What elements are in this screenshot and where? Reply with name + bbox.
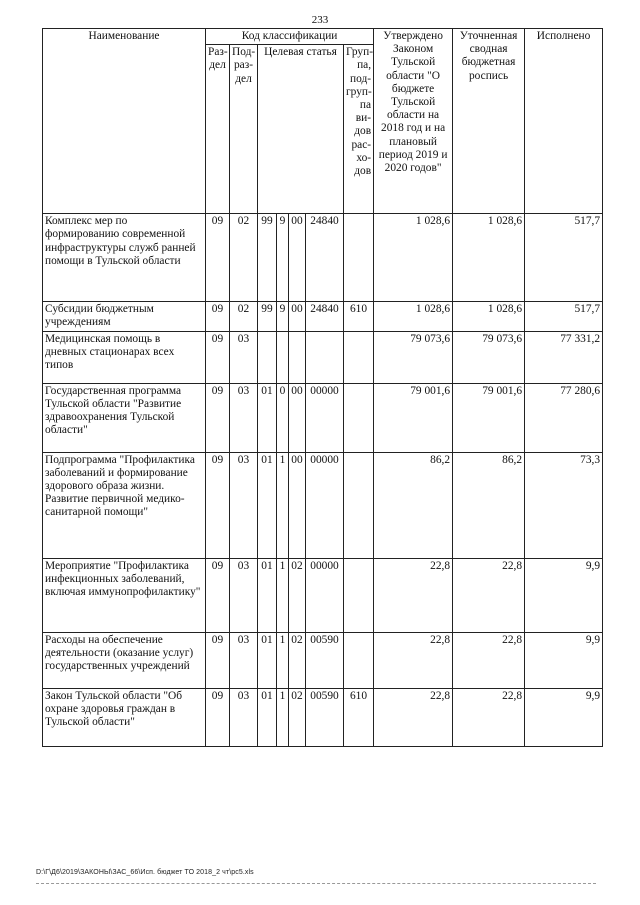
cell-cs2: 0 [277, 383, 289, 452]
cell-executed: 9,9 [525, 558, 603, 632]
cell-cs1 [258, 331, 277, 383]
cell-cs3: 02 [289, 688, 306, 746]
cell-approved: 79 001,6 [374, 383, 453, 452]
cell-approved: 22,8 [374, 688, 453, 746]
cell-podrazdel: 03 [230, 331, 258, 383]
cell-vr: 610 [344, 302, 374, 331]
cell-refined: 86,2 [453, 452, 525, 558]
cell-vr [344, 558, 374, 632]
cell-name: Расходы на обеспечение деятельности (оказание услуг) государственных учреждений [43, 632, 206, 688]
cell-name: Государственная программа Тульской области "Развитие здравоохранения Тульской области" [43, 383, 206, 452]
header-name: Наименование [43, 29, 206, 214]
table-row [43, 632, 603, 688]
header-executed: Исполнено [525, 29, 603, 214]
cell-cs3: 00 [289, 302, 306, 331]
header-expense-group: Груп-па, под-груп-па ви-дов рас-хо-дов [344, 45, 374, 214]
cell-cs1: 01 [258, 383, 277, 452]
table-row [43, 302, 603, 331]
cell-name: Субсидии бюджетным учреждениям [43, 302, 206, 331]
cell-cs2: 1 [277, 558, 289, 632]
cell-podrazdel: 03 [230, 558, 258, 632]
cell-cs4: 00000 [306, 383, 344, 452]
cell-approved: 1 028,6 [374, 214, 453, 302]
cell-refined: 79 001,6 [453, 383, 525, 452]
cell-cs1: 01 [258, 688, 277, 746]
cell-cs3: 00 [289, 383, 306, 452]
cell-approved: 79 073,6 [374, 331, 453, 383]
cell-podrazdel: 02 [230, 302, 258, 331]
cell-cs1: 99 [258, 214, 277, 302]
cell-cs3: 02 [289, 632, 306, 688]
table-row [43, 383, 603, 452]
cell-executed: 77 280,6 [525, 383, 603, 452]
cell-podrazdel: 03 [230, 688, 258, 746]
cell-cs4: 24840 [306, 214, 344, 302]
cell-razdel: 09 [206, 688, 230, 746]
cell-podrazdel: 03 [230, 452, 258, 558]
cell-cs2 [277, 331, 289, 383]
cell-razdel: 09 [206, 331, 230, 383]
footer-file-path: D:\Г\Д6\2019\ЗАКОНЫ\ЗАС_66\Исп. бюджет ТО 2018_2 чт\рс5.xls [36, 869, 254, 876]
cell-cs2: 9 [277, 214, 289, 302]
cell-cs2: 1 [277, 452, 289, 558]
cell-cs3: 02 [289, 558, 306, 632]
header-subsection: Под-раз-дел [230, 45, 258, 214]
cell-refined: 22,8 [453, 632, 525, 688]
cell-vr [344, 331, 374, 383]
cell-approved: 22,8 [374, 558, 453, 632]
cell-executed: 77 331,2 [525, 331, 603, 383]
cell-name: Медицинская помощь в дневных стационарах всех типов [43, 331, 206, 383]
cell-cs4: 24840 [306, 302, 344, 331]
table-row [43, 331, 603, 383]
cell-vr [344, 383, 374, 452]
cell-podrazdel: 03 [230, 383, 258, 452]
table-row [43, 452, 603, 558]
cell-cs1: 01 [258, 452, 277, 558]
cell-refined: 1 028,6 [453, 302, 525, 331]
cell-name: Комплекс мер по формированию современной инфраструктуры служб ранней помощи в Тульской области [43, 214, 206, 302]
cell-executed: 517,7 [525, 302, 603, 331]
cell-cs4 [306, 331, 344, 383]
cell-approved: 1 028,6 [374, 302, 453, 331]
cell-cs3 [289, 331, 306, 383]
cell-podrazdel: 03 [230, 632, 258, 688]
cell-approved: 22,8 [374, 632, 453, 688]
cell-refined: 1 028,6 [453, 214, 525, 302]
cell-razdel: 09 [206, 452, 230, 558]
header-refined: Уточненная сводная бюджетная роспись [453, 29, 525, 214]
header-code-group: Код классификации [206, 29, 374, 45]
table-body [43, 214, 603, 746]
cell-razdel: 09 [206, 302, 230, 331]
cell-cs2: 1 [277, 632, 289, 688]
cell-cs3: 00 [289, 214, 306, 302]
cell-approved: 86,2 [374, 452, 453, 558]
cell-razdel: 09 [206, 214, 230, 302]
cell-cs4: 00590 [306, 632, 344, 688]
table-row [43, 214, 603, 302]
cell-executed: 9,9 [525, 632, 603, 688]
cell-refined: 79 073,6 [453, 331, 525, 383]
cell-cs2: 1 [277, 688, 289, 746]
cell-razdel: 09 [206, 558, 230, 632]
table-row [43, 558, 603, 632]
cell-razdel: 09 [206, 632, 230, 688]
cell-vr [344, 452, 374, 558]
cell-cs1: 01 [258, 558, 277, 632]
cell-executed: 9,9 [525, 688, 603, 746]
page-number: 233 [311, 14, 329, 26]
cell-cs1: 99 [258, 302, 277, 331]
cell-vr [344, 632, 374, 688]
cell-cs4: 00000 [306, 452, 344, 558]
cell-cs3: 00 [289, 452, 306, 558]
cell-refined: 22,8 [453, 558, 525, 632]
cell-executed: 73,3 [525, 452, 603, 558]
table-row [43, 688, 603, 746]
cell-refined: 22,8 [453, 688, 525, 746]
header-approved: Утверждено Законом Тульской области "О бюджете Тульской области на 2018 год и на плановый период 2019 и 2020 годов" [374, 29, 453, 214]
budget-table [42, 28, 603, 747]
cell-podrazdel: 02 [230, 214, 258, 302]
cell-name: Подпрограмма "Профилактика заболеваний и формирование здорового образа жизни. Развитие первичной медико-санитарной помощи" [43, 452, 206, 558]
cell-vr [344, 214, 374, 302]
cell-cs4: 00590 [306, 688, 344, 746]
cell-executed: 517,7 [525, 214, 603, 302]
cell-name: Мероприятие "Профилактика инфекционных заболеваний, включая иммунопрофилактику" [43, 558, 206, 632]
header-section: Раз-дел [206, 45, 230, 214]
cell-vr: 610 [344, 688, 374, 746]
cell-cs4: 00000 [306, 558, 344, 632]
cell-cs1: 01 [258, 632, 277, 688]
cell-name: Закон Тульской области "Об охране здоровья граждан в Тульской области" [43, 688, 206, 746]
footer-divider [36, 883, 596, 884]
cell-razdel: 09 [206, 383, 230, 452]
cell-cs2: 9 [277, 302, 289, 331]
header-target-article: Целевая статья [258, 45, 344, 214]
